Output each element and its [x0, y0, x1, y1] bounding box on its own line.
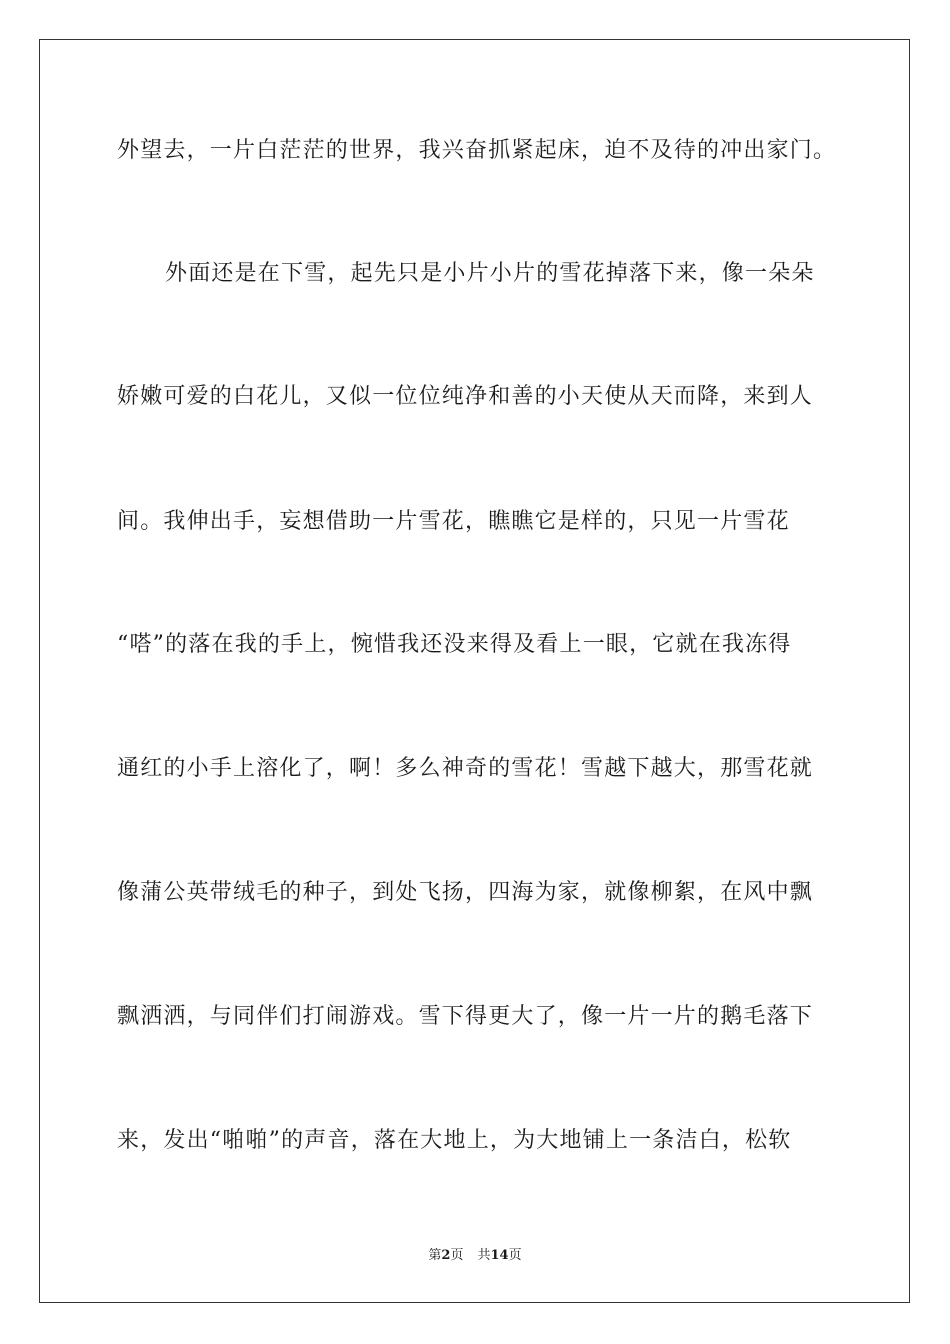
paragraph-line: 外望去，一片白茫茫的世界，我兴奋抓紧起床，迫不及待的冲出家门。	[117, 138, 837, 163]
paragraph-line: 飘洒洒，与同伴们打闹游戏。雪下得更大了，像一片一片的鹅毛落下	[117, 1004, 814, 1029]
page-footer	[0, 1247, 950, 1265]
page-border	[39, 39, 910, 1303]
page-number: 2	[441, 1248, 451, 1263]
page-prefix: 第	[428, 1248, 442, 1263]
paragraph-line: 外面还是在下雪，起先只是小片小片的雪花掉落下来，像一朵朵	[165, 261, 815, 286]
page-suffix: 页	[450, 1248, 464, 1263]
paragraph-line: “嗒”的落在我的手上，惋惜我还没来得及看上一眼，它就在我冻得	[117, 632, 792, 657]
paragraph-line: 像蒲公英带绒毛的种子，到处飞扬，四海为家，就像柳絮，在风中飘	[117, 880, 814, 905]
paragraph-line: 娇嫩可爱的白花儿，又似一位位纯净和善的小天使从天而降，来到人	[117, 384, 814, 409]
total-prefix: 共	[477, 1248, 491, 1263]
paragraph-line: 间。我伸出手，妄想借助一片雪花，瞧瞧它是样的，只见一片雪花	[117, 509, 790, 534]
total-suffix: 页	[508, 1248, 522, 1263]
total-pages: 14	[490, 1248, 509, 1263]
paragraph-line: 来，发出“啪啪”的声音，落在大地上，为大地铺上一条洁白，松软	[117, 1128, 792, 1153]
paragraph-line: 通红的小手上溶化了，啊！多么神奇的雪花！雪越下越大，那雪花就	[117, 756, 814, 781]
